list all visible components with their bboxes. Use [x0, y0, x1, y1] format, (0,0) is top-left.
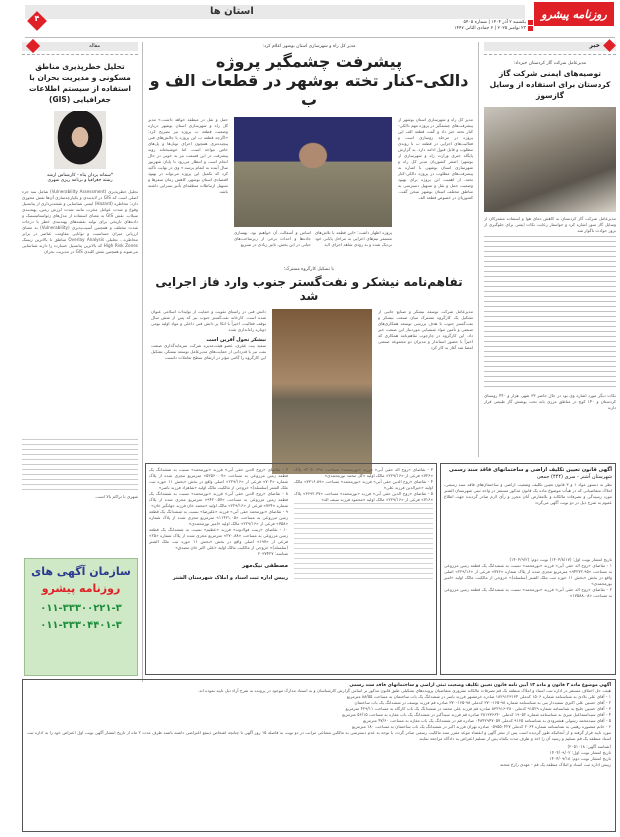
second-headline: تفاهم‌نامه نیشکر و نفت‌گستر جنوب وارد فاز اجرایی شد [155, 275, 463, 303]
news-body-end: نکات دیگر مورد اشاره وی بود در حال حاضر ۳۳ شهر، هزار و ۴۴۰ روستای کردستان و ۱۴۰ کوچ در مناطق مرزی یانه تحت پوشش گاز طبیعی قرار دارند [484, 393, 617, 410]
opinion-body-lines [22, 439, 138, 494]
legal-notice-alshtar-right [440, 463, 616, 675]
news-headline: توصیه‌های ایمنی شرکت گاز کردستان برای استفاده از وسایل گازسوز [489, 69, 611, 100]
page-number: ۴ [34, 14, 40, 23]
notice-b-signer-title: رییس اداره ثبت اسناد و املاک شهرستان الشتر [172, 575, 288, 581]
notice-b-ref: شناسه: ۲۰۳۷۴۲۷ [257, 551, 288, 556]
notice-a-subtitle: شهرستان آشتر - سری (۴۴۴) جمعی [536, 474, 612, 480]
opinion-headline: تحلیل خطرپذیری مناطق مسکونی و مدیریت بحران با استفاده از سیستم اطلاعات جغرافیایی (GIS) [28, 62, 132, 104]
notice-a-item-3: ۳ - تقاضای «روح اله حقی آبی» فرزند «نورمحمد» مساحت «۴۰۵۰.۳۹» پلاک «۷۲۶» فرعی از «۲۲۹/۱۶» مالک اولیه «گل محمد نورمحمدی» [294, 467, 433, 478]
notice-b-item-8: ۸ - تقاضای «روح الدین حقی آبی» فرزند «نورمحمد» نسبت به ششدانگ یک قطعه زمین مزروعی به مساحت «۹۴۲۰.۵۷» مترمربع مجزی شده از پلاک شماره «۷۳۴» فرعی از «۲۲۹/۱۶» مالک اولیه «محمد خان فرزند جهانگیر خان» [149, 491, 288, 508]
notice-b-item-9: ۹ - تقاضای «نورمحمد حقی آبی» فرزند «علیرضا» نسبت به ششدانگ یک قطعه زمین مزروعی به مساحت «۱۱۴۲۱.۰۵» مترمربع مجزی شده از پلاک شماره «۷۵۸» فرعی از «۲۲۹/۱۶» مالک اولیه «امیر نورمحمدی» [149, 509, 288, 526]
second-pub-label: تاریخ انتشار نوبت دوم: [571, 756, 611, 761]
ad-phone-1[interactable]: ۰۱۱-۳۳۳۰۰۲۲۱-۳ [40, 603, 122, 614]
notice-c-closing: مورد تایید قرار گرفته و از آنجائیکه طور گردیده است پس از نشر آگهی و انقضاء موعد مقرر سند مالکیت رسمی صادر گردد، با توجه به عدم دسترسی به مالکین مشاعی مراتب در دو نوبت به فاصله ۱۵ روز آگهی تا چنانچه اشخاص ذینفع اعتراضی داشته باشند ظرف مدت ۲ ماه از تاریخ انتشار آگهی نوبت اول اعتراض خود را به اداره ثبت اسناد منطقه یک قم تسلیم و رسید آن را اخذ و ظرف مدت یکماه پس از تسلیم اعتراض به دادگاه مراجعه نمایند [27, 730, 611, 741]
notice-c-item-6: ۶ - خانم منصوره رهبنی به شناسنامه شماره ۲۰۶۴ کدملی ۰۵۹۵۵۰۴۲۷ صادره تهران فرزند اکبر در ششدانگ یک باب ساختمان به مساحت ۱۸۰ مترمربع [352, 724, 611, 729]
second-kicker: با تشکیل کارگروه مشترک؛ [284, 267, 334, 272]
main-photo-director [234, 117, 392, 227]
author-line-2: رشته جغرافیا و برنامه ریزی شهری [47, 178, 113, 183]
notice-c-signer: رییس اداره ثبت اسناد و املاک منطقه یک قم - مهدی زارع شحنه [499, 762, 611, 767]
notice-c-item-2: ۲ - آقای حسین علی اکبری سفیددار بنی به شناسنامه شماره ۹۸-۱۶۵-۳۷۰ کدملی ۹۸-۱۶۵-۳۷۰ صادره قم فرزند یوسف در ششدانگ یک باب ساختمان [354, 700, 611, 705]
notice-a-item-5: ۵ - تقاضای «روح الدین حقی آبی» فرزند «نورمحمد» مساحت «۳۶۹۲.۳۷» پلاک «۷۱۶» فرعی از «۲۲۹/۱۶» مالک اولیه «محمود فرزند سیف اله» [294, 491, 433, 502]
main-headline-line-1: پیشرفت چشمگیر پروژه [215, 52, 403, 71]
author-photo [54, 111, 106, 169]
second-subhead: نیشکر تحول آفرین است [206, 337, 266, 343]
logo-text: روزنامه پیشرو [541, 7, 607, 21]
main-col-mid-a: پروژه اظهار داشت: «این قطعه با تلاش‌های مستمر تیم‌های اجرایی به مراحل پایانی خود نزدیک شده و به زودی شاهد اجرای لایه [315, 230, 392, 247]
second-pub-date: ۱۴۰۴/۰۹/۱۸ [549, 756, 571, 761]
notice-c-title: آگهی موضوع ماده ۳ قانون و ماده ۱۳ آیین نامه قانون تعیین تکلیف وضعیت ثبتی اراضی و ساختمانهای فاقد سند رسمی [349, 683, 611, 688]
ad-phone-2[interactable]: ۰۱۱-۳۳۳۰۴۴۰۱-۳ [40, 620, 122, 631]
opinion-column [22, 42, 138, 547]
author-line-1: *سمانه یزدان پناه - کارشناس ارشد [46, 173, 114, 178]
ad-title-line-1: سازمان آگهی های [31, 565, 131, 578]
second-story [145, 265, 473, 460]
notice-b-item-10: ۱۰ - تقاضای «زینب فولادوند» فرزند «عظیم» نسبت به ششدانگ یک قطعه زمین مزروعی به مساحت «۲۷۰.۸۸» مترمربع مجزی شده از پلاک شماره «۲۵» فرعی از «۱۹۷» اصلی واقع در بخش «بخش ۱۱ حوزه ثبت ملک الشتر (سلسله)» خروجی از مالکیت مالک اولیه «علی اکبر خان مصدق» [149, 527, 288, 550]
notice-a-item-1: ۱ - تقاضای «روح اله حقی آبی» فرزند «نورمحمد» نسبت به ششدانگ یک قطعه زمین مزروعی به مساحت «۹۴۲۷۲.۹۵» مترمربع مجزی شده از پلاک شماره «۷۷۶» فرعی از «۲۲۹/۱۶» اصلی واقع در بخش «بخش ۱۱ حوزه ثبت ملک الشتر (سلسله)» خروجی از مالکیت مالک اولیه «امیر نورمحمدی» [444, 563, 612, 586]
notice-a-item-4: ۴ - تقاضای «روح الدین حقی آبی» فرزند «نورمحمد» مساحت «۷۳۱۶.۸۹» مالک اولیه «خیرالدین فرزند علی» [294, 479, 433, 490]
main-col-left: حمل و نقل در منطقه خواهد داشت.» مدیر کل راه و شهرسازی استان بوشهر درباره وضعیت قطعه ب پروژه نیز تصریح کرد: «اگرچه قطعه ب این پروژه با چالش‌های فنی پیچیده‌تری همچون اجرای تونل‌ها و پل‌های خاص مواجه است، اما خوشبختانه روند پیشرفت در این قسمت نیز به خوبی در حال انجام است و انتظار می‌رود تا پایان شهریور سال آینده به اتمام برسد.» وی در نهایت تأکید کرد که تکمیل این پروژه می‌تواند در بهبود اقتصادی استان بوشهر، کاهش زمان سفرها و تسهیل ارتباطات منطقه‌ای تأثیر بسزایی داشته باشد. [148, 117, 228, 194]
newspaper-logo [534, 2, 614, 26]
ad-box-peshro [24, 558, 138, 676]
section-title: استان ها [210, 6, 254, 17]
news-diamond-icon [603, 39, 616, 52]
notice-c-intro: هیئت حل اختلاف مستقر در اداره ثبت اسناد و املاک منطقه یک قم تصرفات مالکانه مفروزی متقاضیان پرونده‌های تشکیلی طبق قانون مذکور بر اساس گزارش کارشناسان و به استناد مدارک موجود در پرونده به شرح آراء ذیل تایید نموده اند. [197, 688, 611, 693]
column-divider-left [142, 42, 143, 682]
main-col-mid-b: اساس و آسفالت آن خواهیم بود. بهسازی جاده‌ها و احداث برخی از زیرساخت‌های حیاتی در این بخش، تاثیر زیادی در تسریع [234, 230, 311, 247]
notice-b-signer-name: مصطفی نیک‌مهر [241, 563, 288, 569]
second-photo-meeting [272, 309, 372, 474]
date-line-persian: یکشنبه ۲ آذر ۱۴۰۴ | شماره ۵۴۰۵ [463, 20, 526, 25]
second-col-left-2: سعید بیت عقری، عضو هیئت‌مدیره شرکت سرمایه‌گذاری صنعت نفت نیز با قدردانی از حمایت‌های مدیرعامل توسعه نیشکر، تشکیل این کارگروه را گامی مؤثر در ارتقای سطح تعاملات دانست [151, 343, 266, 360]
notice-a-dates: تاریخ انتشار نوبت اول: (۱۴۰۴/۸/۱۷) نوبت دوم: (۱۴۰۴/۹/۲) [509, 557, 612, 562]
notice-a-body: نظر به دستور مواد ۱ و ۳ قانون تعیین تکلیف وضعیت اراضی و ساختمان‌های فاقد سند رسمی، املاک متقاضیانی که در هیأت موضوع ماده یک قانون مذکور مستقر در واحد ثبتی شهرستان الشتر مورد رسیدگی و تصرفات مالکانه و بلامعارض آنان محرز و رأی لازم صادر گردیده جهت اطلاع عموم به شرح ذیل در دو نوبت آگهی می‌گردد [444, 482, 612, 505]
date-line-gregorian: ۲۳ نوامبر ۲۰۲۵ | ۲ جمادی الثانی ۱۴۴۷ [454, 26, 526, 31]
section-label-opinion: مقاله [89, 43, 100, 49]
first-pub-date: ۱۴۰۴/۰۹/۰۲ [549, 750, 571, 755]
notice-c-item-3: ۳ - آقای حسین جلیح به شناسنامه شماره ۹۱۵۲۹ کدملی ۲۸۰-۸۳۲۹۱۶ صادره قم فرزند علی محمد در ششدانگ یک باب کارگاه به مساحت ۴۲۹/۱۱ مترمربع [345, 706, 611, 711]
page-number-badge [28, 12, 46, 30]
notice-a-title: آگهی قانون تعیین تکلیف اراضی و ساختمانهای فاقد سند رسمی [448, 467, 612, 473]
notice-c-ad-id: (شناسه آگهی: ۲۰۵۱۰۱۸) [567, 744, 611, 749]
legal-notice-alshtar-center [145, 463, 437, 675]
ad-title-line-2: روزنامه پیشرو [41, 582, 121, 595]
masthead-rule [25, 37, 615, 38]
opinion-tail: شهری با تراکم بالا است. [94, 494, 138, 499]
opinion-body: تحلیل خطرپذیری (Vulnerability Assessment) شامل سه جزء اصلی است که GIS در لایه‌بندی و یکپارچه‌سازی آن‌ها نقش محوری دارد: مخاطره (Hazard) ایمنی شناسایی و نقشه‌برداری از پتانسیل وقوع و شدت عوامل مخرب مانند شدت لرزش زمین، پهنه‌بندی سیلاب. نقش GIS به معنای استفاده از مدل‌های ژئواستاتیستیک و داده‌های تاریخی برای تولید نقشه‌های پهنه‌بندی خطر با درجات شدت مختلف و همچنین آسیب‌پذیری (Vulnerability) به معنای ارزیابی میزان حساسیت و توانایی مقاومت عناصر در برابر مخاطره... تحلیلی Overlay Analysis مناطق با بالاترین ریسک High Risk Zones که بالاترین پتانسیل خسارت را دارند شناسایی می‌شوند و همچنین نقش کلیدی GIS در مدیریت بحران [22, 189, 138, 254]
news-body-start: مدیرعامل شرکت گاز کردستان به کاهش دمای هوا و استفاده مشترکان از وسایل گاز سوز اشاره کرد و خواستار رعایت نکات ایمنی برای جلوگیری از بروز حوادث ناگوار شد [484, 216, 616, 233]
main-col-right: مدیر کل راه و شهرسازی استان بوشهر از پیشرفت‌های چشمگیر در پروژه مهم دالکی-کنار تخته خبر داد و گفت قطعه الف این پروژه در مرحله روسازی است و فعالیت‌های اجرایی در قطعه ب با روندی مطلوب و قابل قبول ادامه دارد. به گزارش پایگاه خبری وزارت راه و شهرسازی از بوشهر؛ اصغر کشوریان مدیر کل راه و شهرسازی استان بوشهر، با اشاره به پیشرفت‌های مطلوب در پروژه دالکی-کنار تخته، از اهمیت این پروژه برای بهبود وضعیت حمل و نقل و تسهیل دسترسی به مناطق مختلف استان بوشهر سخن گفت. کشوریان در خصوص قطعه الف [398, 117, 473, 200]
news-body-lines [484, 236, 616, 391]
notice-c-item-5: ۵ - آقای سیدمحمد رسولی هشترودی به شناسنامه ۹۱۶۵ کدملی ۰۴۸۴۲۹۴۷۰۵۷ صادره قم در ششدانگ یک باب مغازه به مساحت ۴۷/۶۰ مترمربع [363, 718, 611, 723]
masthead-bar [25, 5, 525, 19]
second-col-right: مدیرعامل شرکت توسعه نیشکر و صنایع جانبی از تشکیل یک کارگروه مشترک میان صنعت نیشکر و نفت‌گستر جنوب با هدف بررسی توسعه همکاری‌های صنعتی و تأمین مواد شیمیایی موردنیاز این صنعت خبر داد. این کارگروه در چارچوب تفاهم‌نامه همکاری که اخیراً با حضور استاندار و مدیران دو مجموعه صنعتی امضا شد آغاز به کار کرد [378, 309, 473, 350]
news-photo-gas-ceo [484, 107, 616, 212]
second-col-left: دانش فنی در راستای تقویت و حمایت از تولیدات اسلامی عنوان شده است. کارخانه نفت‌گستر جنوب نیز که پس از شش سال توقف فعالیت، اخیراً با اتکا بر دانش فنی داخلی و مواد اولیه بومی دوباره راه‌اندازی شده [151, 309, 266, 332]
main-kicker: مدیر کل راه و شهرسازی استان بوشهر اعلام کرد: [262, 44, 356, 49]
notice-c-item-1: ۱ - آقای علی بلادی به شناسنامه شماره ۱۵۰۶ کدملی ۱۸۲۹۱۲۳۱۳۴ صادره خرمشهر فرزند یاسر در ششدانگ یک باب ساختمان به مساحت ۸۸/۵۵ مترمربع [346, 694, 611, 699]
news-kicker: مدیرعامل شرکت گاز کردستان خبرداد: [513, 61, 587, 66]
right-column-news [484, 42, 616, 457]
column-divider-right [478, 42, 479, 457]
notice-a-item-2: ۲ - تقاضای «روح اله حقی آبی» فرزند «نورمحمد» نسبت به ششدانگ یک قطعه زمین مزروعی به مساحت «۱۷۵۸۸.۰۸» [444, 587, 612, 598]
notice-c-item-4: ۴ - آقای سیداسماعیل میری به شناسنامه شماره ۱۹۰۵۲ کدملی ۲۸۱۳۳۶۶۴۰ صادره قم فرزند سیدآکبر در ششدانگ یک باب مغازه به مساحت ۵۶/۱۵ مترمربع [342, 712, 611, 717]
opinion-diamond-icon [26, 39, 40, 53]
date-block [445, 20, 533, 31]
main-headline-line-2: دالکی–کنار تخته بوشهر در قطعات الف و ب [149, 71, 469, 109]
main-story [145, 40, 473, 265]
section-label-news: خبر [589, 42, 600, 49]
legal-notice-qom [22, 679, 616, 832]
notice-b-item-7: ۷ - تقاضای «روح الدین حقی آبی» فرزند «نورمحمد» نسبت به ششدانگ یک قطعه زمین مزروعی به مساحت «۵۲۵۶۰.۰۷» مترمربع مجزی شده از پلاک شماره «۷۰۴» فرعی از «۲۲۹/۱۶» اصلی واقع در بخش «بخش ۱۱ حوزه ثبت ملک الشتر (سلسله)» خروجی از مالکیت مالک اولیه «شاهزاد فرزند ناصر» [149, 467, 288, 490]
first-pub-label: تاریخ انتشار نوبت اول: [571, 750, 611, 755]
